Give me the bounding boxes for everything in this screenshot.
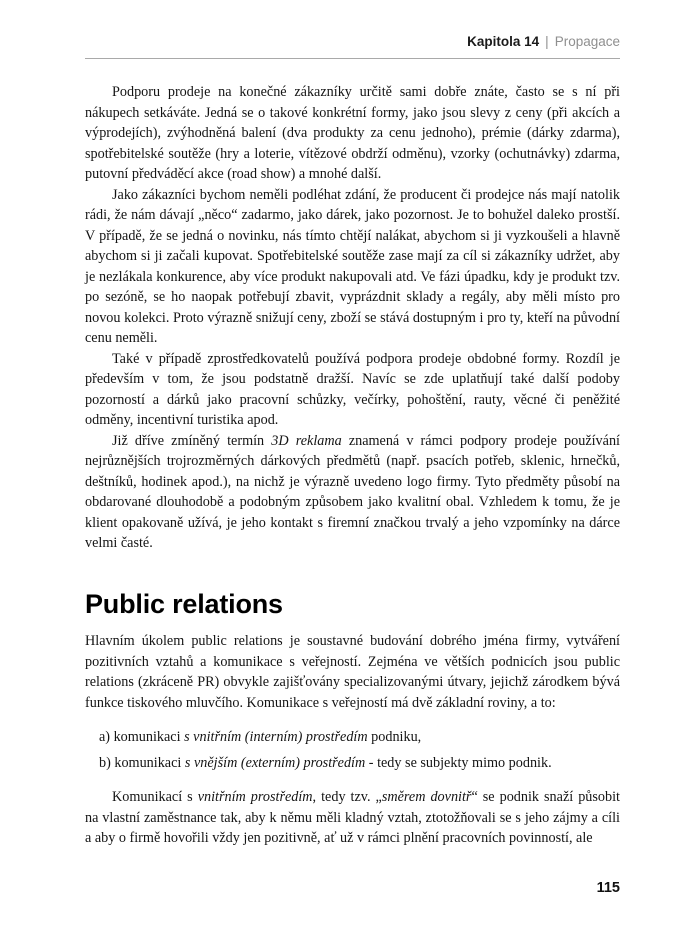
term-3d-reklama: 3D reklama xyxy=(271,432,342,449)
paragraph-pr-intro: Hlavním úkolem public relations je soustavné budování dobrého jména firmy, vytváření pozitivních vztahů a komunikace s veřejností. Zejména ve větších podnicích jsou public relations (zkráceně PR) obvykle zajišťovány specializovanými útvary, jejichž zárodkem bývá funkce tiskového mluvčího. Komunikace s veřejností má dvě základní roviny, a to: xyxy=(85,633,620,711)
page-body xyxy=(85,82,620,849)
paragraph-internal-communication xyxy=(85,787,620,849)
section-heading-public-relations: Public relations xyxy=(85,588,283,619)
paragraph-internal-communication-s1: Komunikací s xyxy=(112,789,198,805)
running-header xyxy=(85,34,620,59)
list-item-internal-term: s vnitřním (interním) prostředím xyxy=(184,729,368,745)
list-item-internal-pre: a) komunikaci xyxy=(99,729,185,745)
paragraph-internal-communication-s3: , tedy tzv. „ xyxy=(312,789,382,805)
list-item-external-term: s vnějším (externím) prostředím xyxy=(184,754,366,771)
paragraph-customer-perception: Jako zákazníci bychom neměli podléhat zdání, že producent či prodejce nás mají natolik rádi, že nám dávají „něco“ zadarmo, jako dárek, jako pozornost. Je to bohužel daleko prostší. V případě, že se jedná o novinku, nás tímto chtějí nalákat, abychom si ji vyzkoušeli a hlavně abychom si ji začali kupovat. Spotřebitelské soutěže zase mají za cíl si zákazníky udržet, aby je nezlákala konkurence, aby více produkt nakupovali atd. Ve fázi úpadku, kdy je produkt tzv. po sezóně, se ho naopak potřebují zbavit, vyprázdnit sklady a regály, aby měli místo pro novou kolekci. Proto výrazně snižují ceny, zboží se stává dostupným i pro ty, kteří na původní cenu neměli. xyxy=(85,186,620,346)
header-divider: | xyxy=(545,34,549,49)
list-item-external xyxy=(99,753,620,774)
term-inward-direction: směrem dovnitř xyxy=(381,789,472,805)
paragraph-3d-advertising xyxy=(85,431,620,554)
paragraph-intermediaries: Také v případě zprostředkovatelů používá podpora prodeje obdobné formy. Rozdíl je především v tom, že jsou podstatně dražší. Navíc se zde uplatňují také další podoby pozorností a dárků jako pracovní schůzky, večírky, pohoštění, rauty, věcné či peněžité odměny, incentivní turistika apod. xyxy=(85,350,620,428)
chapter-label: Kapitola 14 xyxy=(467,34,540,49)
page-number: 115 xyxy=(596,880,620,896)
pr-levels-list xyxy=(99,727,620,773)
list-item-internal xyxy=(99,727,620,748)
term-internal-environment: vnitřním prostředím xyxy=(197,789,313,805)
paragraph-sales-promotion-forms: Podporu prodeje na konečné zákazníky určitě sami dobře znáte, často se s ní při nákupech setkáváte. Jedná se o takové konkrétní formy, jako jsou slevy z ceny (při akcích a výprodejích), zvýhodněná balení (dva produkty za cenu jednoho), prémie (dárky zdarma), spotřebitelské soutěže (hry a loterie, vítězové obdrží odměnu), vzorky (ochutnávky) zdarma, putovní předváděcí akce (road show) a mnohé další. xyxy=(85,84,620,182)
section-label: Propagace xyxy=(554,34,620,49)
list-item-internal-post: podniku, xyxy=(367,729,422,745)
list-item-external-pre: b) komunikaci xyxy=(99,754,185,771)
paragraph-3d-advertising-post: znamená v rámci podpory prodeje používání nejrůznějších trojrozměrných dárkových předmětů (např. psacích potřeb, sklenic, hrnečků, deštníků, hodinek apod.), na nichž je výrazně uvedeno logo firmy. Tyto předměty působí na obdarované dlouhodobě a podobným způsobem jako kvalitní obal. Vzhledem k tomu, že je klient opakovaně užívá, je jeho kontakt s firemní značkou trvalý a jeho vzpomínky na dárce velmi časté. xyxy=(85,432,620,551)
paragraph-3d-advertising-pre: Již dříve zmíněný termín xyxy=(112,432,272,449)
list-item-external-post: - tedy se subjekty mimo podnik. xyxy=(365,754,552,771)
paragraph-internal-communication-s5: “ se podnik snaží působit na vlastní zaměstnance tak, aby k němu měli kladný vztah, ztotožňovali se s jeho zájmy a cíli a aby o firmě hovořili vždy jen pozitivně, ať už v rámci plnění pracovních povinností, ale xyxy=(85,789,620,846)
